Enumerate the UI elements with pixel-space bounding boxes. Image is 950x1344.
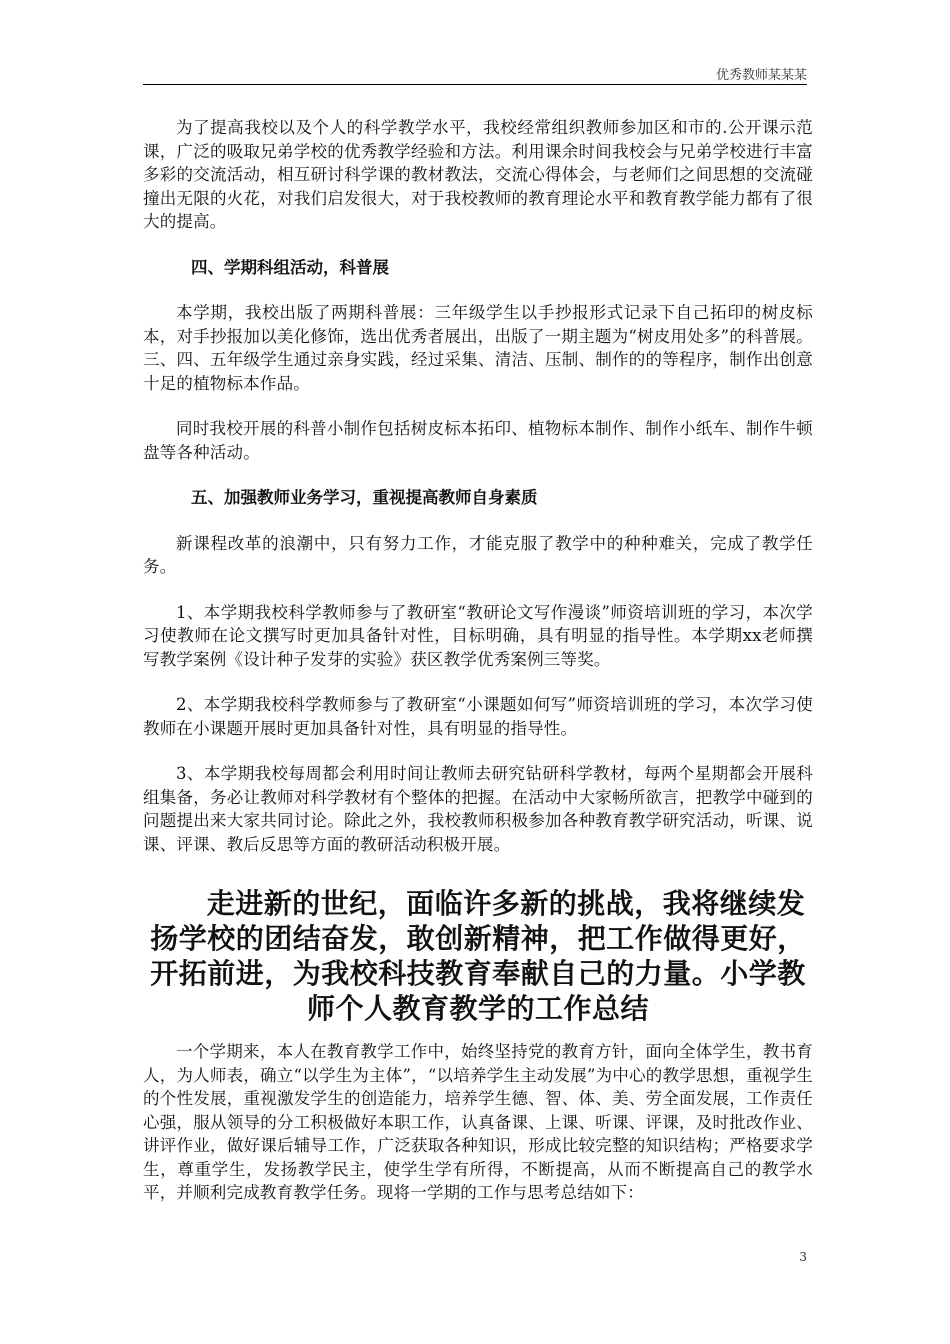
paragraph-open-classes: 为了提高我校以及个人的科学教学水平，我校经常组织教师参加区和市的.公开课示范课，广泛的吸取兄弟学校的优秀教学经验和方法。利用课余时间我校会与兄弟学校进行丰富多彩的交流活动，相互研讨科学课的教材教法，交流心得体会，与老师们之间思想的交流碰撞出无限的火花，对我们启发很大，对于我校教师的教育理论水平和教育教学能力都有了很大的提高。 [143, 118, 813, 231]
paragraph-summary-intro: 一个学期来，本人在教育教学工作中，始终坚持党的教育方针，面向全体学生，教书育人，为人师表，确立“以学生为主体”，“以培养学生主动发展”为中心的教学思想，重视学生的个性发展，重视激发学生的创造能力，培养学生德、智、体、美、劳全面发展，工作责任心强，服从领导的分工积极做好本职工作，认真备课、上课、听课、评课，及时批改作业、讲评作业，做好课后辅导工作，广泛获取各种知识，形成比较完整的知识结构；严格要求学生，尊重学生，发扬教学民主，使学生学有所得，不断提高，从而不断提高自己的教学水平，并顺利完成教育教学任务。现将一学期的工作与思考总结如下： [143, 1042, 813, 1202]
paragraph-science-crafts: 同时我校开展的科普小制作包括树皮标本拓印、植物标本制作、制作小纸车、制作牛顿盘等各种活动。 [143, 419, 813, 462]
paragraph-item-1: 1、本学期我校科学教师参与了教研室“教研论文写作漫谈”师资培训班的学习，本次学习使教师在论文撰写时更加具备针对性，目标明确，具有明显的指导性。本学期xx老师撰写教学案例《设计种子发芽的实验》获区教学优秀案例三等奖。 [143, 602, 813, 669]
page-body [143, 116, 813, 1227]
big-title: 走进新的世纪，面临许多新的挑战，我将继续发扬学校的团结奋发，敢创新精神，把工作做得更好，开拓前进，为我校科技教育奉献自己的力量。小学教师个人教育教学的工作总结 [150, 887, 806, 1025]
paragraph-curriculum-reform: 新课程改革的浪潮中，只有努力工作，才能克服了教学中的种种难关，完成了教学任务。 [143, 533, 813, 576]
paragraph-item-2: 2、本学期我校科学教师参与了教研室“小课题如何写”师资培训班的学习，本次学习使教师在小课题开展时更加具备针对性，具有明显的指导性。 [143, 695, 813, 738]
header-rule [143, 84, 807, 85]
section-heading-5: 五、加强教师业务学习，重视提高教师自身素质 [191, 488, 538, 507]
paragraph-item-3: 3、本学期我校每周都会利用时间让教师去研究钻研科学教材，每两个星期都会开展科组集备，务必让教师对科学教材有个整体的把握。在活动中大家畅所欲言，把教学中碰到的问题提出来大家共同讨论。除此之外，我校教师积极参加各种教育教学研究活动，听课、说课、评课、教后反思等方面的教研活动积极开展。 [143, 764, 813, 854]
page-number: 3 [799, 1250, 807, 1264]
section-heading-4: 四、学期科组活动，科普展 [191, 257, 389, 277]
paragraph-science-exhibition: 本学期，我校出版了两期科普展：三年级学生以手抄报形式记录下自己拓印的树皮标本，对手抄报加以美化修饰，选出优秀者展出，出版了一期主题为“树皮用处多”的科普展。三、四、五年级学生通过亲身实践，经过采集、清洁、压制、制作的的等程序，制作出创意十足的植物标本作品。 [143, 303, 813, 393]
page-header: 优秀教师某某某 [715, 68, 807, 83]
